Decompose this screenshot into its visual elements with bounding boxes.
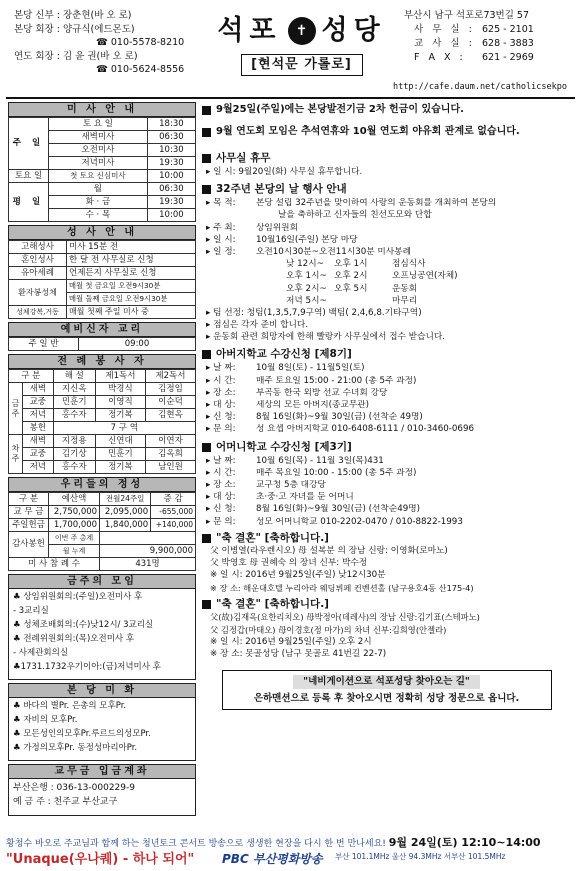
week-label: 차 주 — [9, 435, 23, 474]
mass-time: 19:30 — [147, 196, 195, 209]
header-divider — [6, 97, 575, 99]
weekday-label: 평 일 — [9, 183, 49, 222]
detail-line: ▸ 운동회 관련 희망자에 한해 빨랑카 사무실에서 접수 받습니다. — [206, 332, 446, 343]
notice-heading — [200, 152, 573, 167]
mass-time: 10:00 — [147, 209, 195, 222]
attendance-count: 431명 — [100, 558, 196, 571]
beautification-list — [8, 698, 196, 761]
broadcast-date: 9월 24일(토) 12:10~14:00 — [388, 836, 541, 849]
column-header: 예산액 — [49, 493, 100, 506]
mass-day: 화 · 금 — [49, 196, 148, 209]
list-item: ♣ 전례위원회의:(목)오전미사 후 — [13, 634, 135, 644]
navigation-title: "네비게이션으로 석포성당 찾아오는 길" — [293, 675, 480, 689]
server-name: 지정용 — [53, 435, 95, 448]
contact-label: F A X : — [414, 52, 466, 63]
title-text-left: 석포 — [217, 15, 282, 46]
mass-name: 새벽미사 — [49, 131, 148, 144]
teacher-room-phone: 628 - 3883 — [482, 38, 534, 49]
sacraments-title: 성 사 안 내 — [8, 225, 196, 240]
mass-name: 오전미사 — [49, 144, 148, 157]
detail-value: 교구청 5층 대강당 — [256, 479, 326, 490]
server-name: 이순덕 — [145, 396, 195, 409]
square-bullet-icon — [202, 350, 211, 359]
mass-time: 06:30 — [147, 183, 195, 196]
fathers-school-title: 아버지학교 수강신청 [제8기] — [216, 348, 352, 361]
sacrament-info: 매월 첫 금요일 오전9시30분 — [67, 280, 196, 293]
mass-time: 10:30 — [147, 144, 195, 157]
notice-heading — [200, 348, 573, 363]
account-info — [8, 779, 196, 816]
parish-day-title: 32주년 본당의 날 행사 안내 — [216, 183, 347, 196]
offertory-group: 7 구 역 — [53, 422, 195, 435]
mass-day: 수 · 목 — [49, 209, 148, 222]
detail-label: ▸ 주 최: — [206, 222, 236, 233]
server-name: 정기복 — [95, 409, 145, 422]
column-header: 전월24주일 — [100, 493, 151, 506]
liturgy-servers-title: 전 례 봉 사 자 — [8, 354, 196, 369]
attendance-label: 미 사 참 례 수 — [9, 558, 100, 571]
mass-type: 교중 — [23, 448, 54, 461]
wedding-notice — [200, 532, 573, 596]
right-column: 9월25일(주일)에는 본당발전기금 2차 헌금이 있습니다. 9월 연도회 모임은 추석연휴와 10월 연도회 야유회 관계로 없습니다. 사무실 휴무 ▸ 일 시: 9월20일(화) 사무실 휴무합니다. 32주년 본당의 날 행사 안내 ▸ 목 적: 본당 설립 32주년을 맞이하여 사랑의 운동회를 개최하여 본당의 날을 축하하고 신자들의 친선도모와 단합 ▸ 주 최: 상임위원회 ▸ 일 시: 10월16일(주일) 본당 마당 ▸ 일 정: 오전10시30분~오전11시30분 미사봉례 낮 12시~ 오후 1시 점심식사 오후 1시~ 오후 2시 오프닝공연(자체) 오후 2시~ 오후 5시 운동회 저녁 5시~ 마무리 ▸ 팀 선정: 청팀(1,3,5,7,9구역) 백팀( 2,4,6,8.기타구역) ▸ 점심은 각자 준비 합니다. ▸ 운동회 관련 희망자에 한해 빨랑카 사무실에서 접수 받습니다. 아버지학교 수강신청 [제8기] ▸ 날 짜: 10월 8일(토) - 11월5일(토) ▸ 시 간: 매주 토요일 15:00 - 21:00 (총 5주 과정) ▸ 장 소: 부곡동 한국 외방 선교 수녀회 강당 ▸ 대 상: 세상의 모든 아버지(종교무관) ▸ 신 청: 8월 16일(화)~9월 30일(금) (선착순 49명) ▸ 문 의: 성 요셉 아버지학교 010-6408-6111 / 010-3460-0696 어머니학교 수강신청 [제3기] ▸ 날 짜: 10월 6일(목) - 11월 3일(목)431 ▸ 시 간: 매주 목요일 10:00 - 15:00 (총 5주 과정) ▸ 장 소: 교구청 5층 대강당 ▸ 대 상: 초·중·고 자녀를 둔 어머니 ▸ 신 청: 8월 16일(화)~9월 30일(금) (선착순49명) ▸ 문 의: 성모 어머니학교 010-2202-0470 / 010-8822-1993 "축 결혼" [축하합니다.] 父 이병열(라우렌시오) 母 설복분 의 장남 신랑: 이영화(로마노) 父 박영호 母 권혜숙 의 장녀 신부: 박수정 ※ 일 시: 2016년 9월25일(주일) 낮12시30분 ※ 장 소: 해운대호텔 누리아라 웨딩뷔페 컨벤션홀 (남구용호4동 산175-4) "축 결혼" [축하합니다.] 父(故)김재옥(요한리치오) 母박정아(데레사)의 장남 신랑:김기표(스테파노) 父 김정갑(마태오) 母이경호(정 마가)의 차녀 신부:김희영(안젤라) ※ 일 시: 2016년 9월25일(주일) 오후 2시 ※ 장 소: 못골성당 (남구 못골로 41번길 22-7) "네비게이션으로 석포성당 찾아오는 길" 은하맨션으로 등록 후 찾아오시면 정확히 성당 정문으로 옵니다. — [200, 104, 573, 710]
radio-frequencies: 부산 101.1MHz 울산 94.3MHz 서부산 101.5MHz — [335, 852, 506, 861]
square-bullet-icon — [202, 106, 211, 115]
mass-time: 06:30 — [147, 131, 195, 144]
server-name: 김기상 — [53, 448, 95, 461]
detail-value: 매주 토요일 15:00 - 21:00 (총 5주 과정) — [256, 375, 417, 386]
detail-value: 오전10시30분~오전11시30분 미사봉례 — [256, 246, 411, 257]
bank-account-number: 부산은행 : 036-13-000229-9 — [13, 783, 135, 793]
detail-value: 부곡동 한국 외방 선교 수녀회 강당 — [256, 387, 388, 398]
meetings-title: 금주의 모임 — [8, 574, 196, 589]
patron-subtitle: [현석문 가롤로] — [241, 54, 363, 76]
column-header: 제2독서 — [145, 370, 195, 383]
server-name: 지신옥 — [53, 383, 95, 396]
detail-value: 8월 16일(화)~9월 30일(금) (선착순49명) — [256, 504, 421, 515]
schedule-row: 오후 1시~ 오후 2시 오프닝공연(자체) — [286, 271, 458, 282]
actual-amount: 2,095,000 — [100, 506, 151, 519]
footer-banner — [0, 834, 581, 871]
square-bullet-icon — [202, 443, 211, 452]
yeondo-president-name: 김 윤 권(바 오 로) — [62, 50, 138, 62]
parish-title — [209, 14, 394, 74]
wedding-title: "축 결혼" [축하합니다.] — [216, 531, 329, 544]
schedule-row: 오후 2시~ 오후 5시 운동회 — [286, 283, 418, 294]
notice-item — [200, 126, 573, 148]
wedding-notice — [200, 598, 573, 662]
budget-amount: 2,750,000 — [49, 506, 100, 519]
server-name: 정기복 — [95, 461, 145, 474]
wedding-line: ※ 일 시: 2016년 9월25일(주일) 낮12시30분 — [210, 570, 386, 581]
column-header: 구 분 — [9, 493, 49, 506]
server-name: 이영직 — [95, 396, 145, 409]
offering-type: 교 무 금 — [9, 506, 49, 519]
sacrament-name: 고해성사 — [9, 241, 67, 254]
mass-type: 저녁 — [23, 461, 54, 474]
account-title: 교무금 입금계좌 — [8, 764, 196, 779]
catechism-table — [8, 337, 196, 351]
mass-time: 10:00 — [147, 170, 195, 183]
server-name: 이연자 — [145, 435, 195, 448]
list-item: - 3교리실 — [13, 606, 49, 616]
sacrament-name: 환자봉성체 — [9, 280, 67, 306]
server-name: 홍수자 — [53, 461, 95, 474]
column-header: 증 감 — [151, 493, 196, 506]
schedule-row: 낮 12시~ 오후 1시 점심식사 — [286, 259, 426, 270]
mass-time: 19:30 — [147, 157, 195, 170]
thanks-offering-label: 감사봉헌 — [9, 532, 49, 558]
fax-number: 621 - 2969 — [482, 52, 534, 63]
detail-value: 매주 목요일 10:00 - 15:00 (총 5주 과정) — [256, 467, 417, 478]
list-item: ♣1731.1732우기이아:(금)저녁미사 후 — [13, 662, 161, 672]
left-column — [8, 102, 196, 816]
server-name: 박경식 — [95, 383, 145, 396]
detail-value: 본당 설립 32주년을 맞이하여 사랑의 운동회를 개최하여 본당의 — [256, 198, 497, 209]
offering-title: 우리들의 정성 — [8, 477, 196, 492]
sacrament-name: 성체강복,거동 — [9, 306, 67, 319]
actual-amount: 1,840,000 — [100, 519, 151, 532]
thanks-note: 월 누계 — [49, 545, 100, 558]
server-name: 민훈기 — [95, 448, 145, 461]
parish-staff — [14, 10, 204, 78]
difference-amount: -655,000 — [151, 506, 196, 519]
square-bullet-icon — [202, 534, 211, 543]
column-header: 제1독서 — [95, 370, 145, 383]
navigation-detail: 은하맨션으로 등록 후 찾아오시면 정확히 성당 정문으로 옵니다. — [253, 692, 520, 704]
wedding-line: 父 이병열(라우렌시오) 母 설복분 의 장남 신랑: 이영화(로마노) — [210, 545, 448, 556]
detail-label: ▸ 목 적: — [206, 198, 236, 209]
yeondo-phone: 010-5624-8556 — [110, 64, 185, 75]
account-holder: 예 금 주 : 천주교 부산교구 — [13, 797, 118, 807]
sacrament-name: 유아세례 — [9, 267, 67, 280]
list-item: ♣ 성체조배회의:(수)낮12시/ 3교리실 — [13, 620, 154, 630]
staff-label: 연도 회장 : — [14, 50, 63, 62]
parish-address: 부산시 남구 석포로73번길 57 — [404, 10, 530, 21]
detail-value: 10월 6일(목) - 11월 3일(목)431 — [256, 455, 384, 466]
server-name: 민훈기 — [53, 396, 95, 409]
list-item: ♣ 모든성인의모후Pr.루르드의성모Pr. — [13, 729, 151, 739]
navigation-notice-box — [222, 670, 552, 710]
liturgy-servers-table — [8, 369, 196, 474]
notice-text: 9월 연도회 모임은 추석연휴와 10월 연도회 야유회 관계로 없습니다. — [216, 126, 520, 137]
list-item: ♣ 상임위원회의:(주일)오전미사 후 — [13, 592, 143, 602]
wedding-line: 父(故)김재옥(요한리치오) 母박정아(데레사)의 장남 신랑:김기표(스테파노) — [210, 612, 480, 623]
notice-heading — [200, 441, 573, 456]
server-name: 김정임 — [145, 383, 195, 396]
sacrament-name: 혼인성사 — [9, 254, 67, 267]
sunday-label: 주 일 — [9, 118, 49, 170]
budget-amount: 1,700,000 — [49, 519, 100, 532]
offering-type: 주일헌금 — [9, 519, 49, 532]
wedding-line: 父 김정갑(마태오) 母이경호(정 마가)의 차녀 신부:김희영(안젤라) — [210, 624, 447, 635]
detail-value: 날을 축하하고 신자들의 친선도모와 단합 — [278, 210, 432, 221]
detail-value: 상임위원회 — [256, 222, 298, 233]
wedding-line: ※ 장 소: 해운대호텔 누리아라 웨딩뷔페 컨벤션홀 (남구용호4동 산175-4) — [210, 582, 474, 593]
square-bullet-icon — [202, 128, 211, 137]
server-name: 신연대 — [95, 435, 145, 448]
mass-name: 저녁미사 — [49, 157, 148, 170]
mass-type: 봉헌 — [23, 422, 54, 435]
square-bullet-icon — [202, 154, 211, 163]
list-item: ♣ 가정의모후Pr. 동정성마리아Pr. — [13, 743, 138, 753]
mothers-school-title: 어머니학교 수강신청 [제3기] — [216, 440, 352, 453]
title-text-right: 성당 — [321, 15, 386, 46]
catechism-title: 예비신자 교리 — [8, 322, 196, 337]
mass-type: 새벽 — [23, 435, 54, 448]
president-phone: 010-5578-8210 — [110, 37, 185, 48]
mass-type: 교중 — [23, 396, 54, 409]
cafe-url-link[interactable]: http://cafe.daum.net/catholicsekpo — [393, 82, 567, 92]
wedding-title: "축 결혼" [축하합니다.] — [216, 598, 329, 611]
wedding-line: 父 박영호 母 권혜숙 의 장녀 신부: 박수정 — [210, 558, 368, 569]
pbc-logo: PBC 부산평화방송 — [222, 852, 323, 866]
sacraments-table — [8, 240, 196, 319]
sacrament-info: 미사 15분 전 — [67, 241, 196, 254]
detail-value: 세상의 모든 아버지(종교무관) — [256, 400, 370, 410]
list-item: ♣ 바다의 별Pr. 은총의 모후Pr. — [13, 701, 127, 711]
staff-label: 본당 회장 : — [14, 23, 63, 35]
detail-label: ▸ 일 시: — [206, 234, 236, 245]
bulletin-header — [6, 6, 575, 98]
notice-text: 9월25일(주일)에는 본당발전기금 2차 헌금이 있습니다. — [216, 104, 464, 115]
office-closed-title: 사무실 휴무 — [216, 152, 271, 164]
contact-label: 교 사 실 : — [414, 38, 475, 49]
catechism-class: 주 일 반 — [9, 338, 79, 351]
parish-logo-icon: ✝ — [288, 17, 316, 45]
detail-line: ▸ 팀 선정: 청팀(1,3,5,7,9구역) 백팀( 2,4,6,8.기타구역) — [206, 307, 422, 318]
parish-president-name: 양규식(에드몬도) — [62, 23, 135, 35]
mass-time: 18:30 — [147, 118, 195, 131]
column-header: 해 설 — [53, 370, 95, 383]
detail-value: 성모 어머니학교 010-2202-0470 / 010-8822-1993 — [256, 516, 463, 527]
office-phone: 625 - 2101 — [482, 24, 534, 35]
mass-day: 월 — [49, 183, 148, 196]
list-item: ♣ 자비의 모후Pr. — [13, 715, 78, 725]
square-bullet-icon — [202, 185, 211, 194]
mass-schedule-title: 미 사 안 내 — [8, 102, 196, 117]
church-beautification-title: 본 당 미 화 — [8, 683, 196, 698]
difference-amount: +140,000 — [151, 519, 196, 532]
sacrament-info: 한 달 전 사무실로 신청 — [67, 254, 196, 267]
offering-table — [8, 492, 196, 571]
list-item: - 사제관회의실 — [13, 648, 69, 658]
detail-value: 10월 8일(토) - 11월5일(토) — [256, 363, 365, 374]
detail-value: 10월16일(주일) 본당 마당 — [256, 234, 358, 245]
schedule-row: 저녁 5시~ 마무리 — [286, 295, 418, 306]
staff-label: 본당 신부 : — [14, 10, 63, 21]
sacrament-info: 언제든지 사무실로 신청 — [67, 267, 196, 280]
detail-value: 성 요셉 아버지학교 010-6408-6111 / 010-3460-0696 — [256, 424, 475, 435]
detail-label: ▸ 일 정: — [206, 246, 236, 257]
square-bullet-icon — [202, 600, 211, 609]
detail-value: 초·중·고 자녀를 둔 어머니 — [256, 492, 354, 503]
server-name: 김옥희 — [145, 448, 195, 461]
notice-item — [200, 104, 573, 126]
contact-label: 사 무 실 : — [414, 24, 475, 35]
mass-type: 새벽 — [23, 383, 54, 396]
thanks-total: 9,900,000 — [100, 545, 196, 558]
mass-name: 첫 토요 신심미사 — [49, 170, 148, 183]
wedding-line: ※ 일 시: 2016년 9월25일(주일) 오후 2시 — [210, 637, 372, 648]
parish-contacts — [404, 10, 576, 66]
saturday-label: 토요 일 — [9, 170, 49, 183]
office-closed-detail: ▸ 일 시: 9월20일(화) 사무실 휴무합니다. — [206, 167, 363, 177]
phone-icon: ☎ — [96, 37, 111, 48]
wedding-line: ※ 장 소: 못골성당 (남구 못골로 41번길 22-7) — [210, 649, 387, 660]
catechism-time: 09:00 — [79, 338, 196, 351]
thanks-note: 이번 주 총계 — [49, 532, 100, 545]
server-name: 남인원 — [145, 461, 195, 474]
notice-heading — [200, 183, 573, 198]
concert-notice: 황청수 바오로 주교님과 함께 하는 청년토크 콘서트 방송으로 생생한 현장을 다시 한 번 만나세요! — [6, 839, 386, 849]
detail-value: 8월 16일(화)~9월 30일(금) (선착순 49명) — [256, 412, 423, 423]
pastor-name: 장춘현(바 오 로) — [62, 10, 132, 21]
sacrament-info: 매월 둘째 금요일 오전9시30분 — [67, 293, 196, 306]
server-name: 김현옥 — [145, 409, 195, 422]
meetings-list — [8, 589, 196, 680]
phone-icon: ☎ — [96, 64, 111, 75]
column-header: 구 분 — [9, 370, 54, 383]
sacrament-info: 매월 첫째 주일 미사 중 — [67, 306, 196, 319]
detail-line: ▸ 점심은 각자 준비 합니다. — [206, 320, 309, 331]
slogan-text: "Unaque(우나퀘) - 하나 되어" — [6, 852, 195, 867]
week-label: 금 주 — [9, 383, 23, 435]
server-name: 홍수자 — [53, 409, 95, 422]
mass-name: 토 요 일 — [49, 118, 148, 131]
mass-schedule-table — [8, 117, 196, 222]
mass-type: 저녁 — [23, 409, 54, 422]
